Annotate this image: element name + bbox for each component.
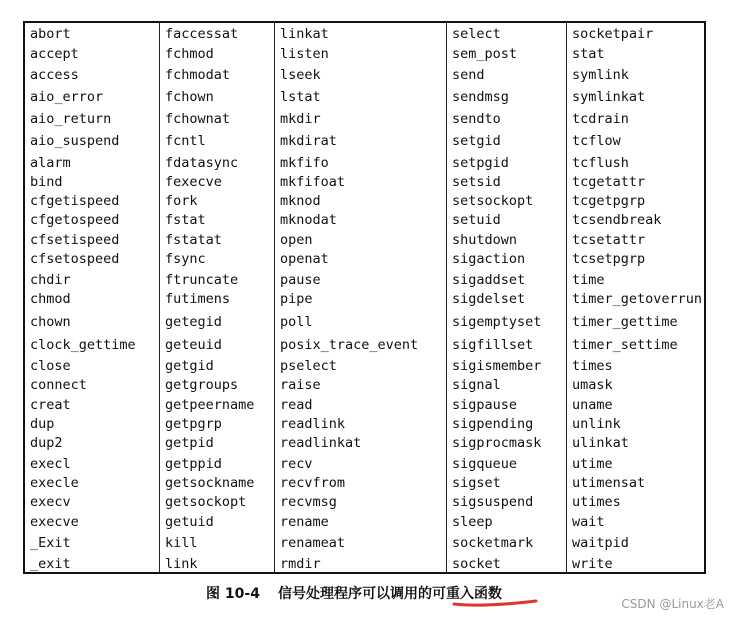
function-name: sigqueue <box>452 456 518 472</box>
function-name: fcntl <box>165 133 206 149</box>
function-name: fexecve <box>165 174 222 190</box>
function-name: chmod <box>30 291 71 307</box>
function-name: symlinkat <box>572 89 646 105</box>
function-name: dup <box>30 416 55 432</box>
function-name: access <box>30 67 79 83</box>
function-name: linkat <box>280 26 329 42</box>
figure-title: 信号处理程序可以调用的可重入函数 <box>277 586 502 602</box>
function-name: times <box>572 358 613 374</box>
function-name: send <box>452 67 485 83</box>
table-column-2 <box>159 23 275 572</box>
function-name: listen <box>280 46 329 62</box>
function-name: faccessat <box>165 26 239 42</box>
function-name: _exit <box>30 556 71 572</box>
function-name: aio_suspend <box>30 133 120 149</box>
function-name: mkfifo <box>280 155 329 171</box>
function-name: recv <box>280 456 313 472</box>
function-name: tcflush <box>572 155 629 171</box>
function-name: clock_gettime <box>30 337 136 353</box>
function-name: sem_post <box>452 46 518 62</box>
function-name: pipe <box>280 291 313 307</box>
function-name: mkfifoat <box>280 174 346 190</box>
function-name: sigemptyset <box>452 314 542 330</box>
function-name: mknod <box>280 193 321 209</box>
function-name: utimensat <box>572 475 646 491</box>
function-name: dup2 <box>30 435 63 451</box>
function-name: unlink <box>572 416 621 432</box>
function-name: pause <box>280 272 321 288</box>
function-name: openat <box>280 251 329 267</box>
table-column-5 <box>566 23 707 572</box>
function-name: time <box>572 272 605 288</box>
function-name: _Exit <box>30 535 71 551</box>
function-name: readlink <box>280 416 346 432</box>
function-name: open <box>280 232 313 248</box>
function-name: fdatasync <box>165 155 239 171</box>
function-name: setsockopt <box>452 193 534 209</box>
figure-number: 图 10-4 <box>206 586 260 602</box>
function-name: getsockopt <box>165 494 247 510</box>
function-name: tcdrain <box>572 111 629 127</box>
function-name: mknodat <box>280 212 337 228</box>
function-name: recvmsg <box>280 494 337 510</box>
function-name: getpid <box>165 435 214 451</box>
function-name: bind <box>30 174 63 190</box>
function-name: fsync <box>165 251 206 267</box>
function-name: getgroups <box>165 377 239 393</box>
function-name: raise <box>280 377 321 393</box>
function-name: socketmark <box>452 535 534 551</box>
function-name: socketpair <box>572 26 654 42</box>
function-name: sendto <box>452 111 501 127</box>
function-name: sigset <box>452 475 501 491</box>
function-name: getegid <box>165 314 222 330</box>
function-name: execve <box>30 514 79 530</box>
function-name: rmdir <box>280 556 321 572</box>
function-name: sigdelset <box>452 291 526 307</box>
function-name: recvfrom <box>280 475 346 491</box>
function-name: execl <box>30 456 71 472</box>
function-name: aio_error <box>30 89 104 105</box>
function-name: umask <box>572 377 613 393</box>
function-name: sigaddset <box>452 272 526 288</box>
table-column-1 <box>25 23 159 572</box>
function-name: ulinkat <box>572 435 629 451</box>
function-name: cfgetospeed <box>30 212 120 228</box>
watermark: CSDN @Linux老A <box>621 597 724 611</box>
function-name: sigprocmask <box>452 435 542 451</box>
function-name: fchmod <box>165 46 214 62</box>
function-name: signal <box>452 377 501 393</box>
function-name: getuid <box>165 514 214 530</box>
function-table <box>23 21 706 574</box>
function-name: stat <box>572 46 605 62</box>
function-name: shutdown <box>452 232 518 248</box>
function-name: fork <box>165 193 198 209</box>
function-name: fstatat <box>165 232 222 248</box>
function-name: alarm <box>30 155 71 171</box>
function-name: chown <box>30 314 71 330</box>
function-name: sigpause <box>452 397 518 413</box>
function-name: execv <box>30 494 71 510</box>
function-name: timer_settime <box>572 337 678 353</box>
function-name: sendmsg <box>452 89 509 105</box>
function-name: write <box>572 556 613 572</box>
function-name: select <box>452 26 501 42</box>
function-name: abort <box>30 26 71 42</box>
function-name: creat <box>30 397 71 413</box>
function-name: setuid <box>452 212 501 228</box>
function-name: kill <box>165 535 198 551</box>
function-name: timer_gettime <box>572 314 678 330</box>
function-name: sigsuspend <box>452 494 534 510</box>
function-name: link <box>165 556 198 572</box>
function-name: posix_trace_event <box>280 337 419 353</box>
function-name: pselect <box>280 358 337 374</box>
function-name: setsid <box>452 174 501 190</box>
function-name: utimes <box>572 494 621 510</box>
function-name: getpeername <box>165 397 255 413</box>
table-column-4 <box>446 23 567 572</box>
function-name: sigismember <box>452 358 542 374</box>
function-name: tcflow <box>572 133 621 149</box>
function-name: timer_getoverrun <box>572 291 703 307</box>
function-name: waitpid <box>572 535 629 551</box>
function-name: cfsetospeed <box>30 251 120 267</box>
function-name: readlinkat <box>280 435 362 451</box>
function-name: tcsetpgrp <box>572 251 646 267</box>
function-name: lseek <box>280 67 321 83</box>
function-name: accept <box>30 46 79 62</box>
function-name: poll <box>280 314 313 330</box>
function-name: wait <box>572 514 605 530</box>
function-name: fchown <box>165 89 214 105</box>
function-name: fchmodat <box>165 67 231 83</box>
function-name: mkdir <box>280 111 321 127</box>
function-name: chdir <box>30 272 71 288</box>
function-name: mkdirat <box>280 133 337 149</box>
function-name: socket <box>452 556 501 572</box>
function-name: symlink <box>572 67 629 83</box>
function-name: getgid <box>165 358 214 374</box>
function-name: getppid <box>165 456 222 472</box>
function-name: tcgetattr <box>572 174 646 190</box>
function-name: setpgid <box>452 155 509 171</box>
function-name: tcsetattr <box>572 232 646 248</box>
function-name: aio_return <box>30 111 112 127</box>
function-name: sigaction <box>452 251 526 267</box>
function-name: fstat <box>165 212 206 228</box>
function-name: rename <box>280 514 329 530</box>
function-name: utime <box>572 456 613 472</box>
function-name: read <box>280 397 313 413</box>
function-name: sleep <box>452 514 493 530</box>
function-name: lstat <box>280 89 321 105</box>
function-name: sigfillset <box>452 337 534 353</box>
function-name: uname <box>572 397 613 413</box>
function-name: geteuid <box>165 337 222 353</box>
function-name: close <box>30 358 71 374</box>
function-name: getpgrp <box>165 416 222 432</box>
function-name: sigpending <box>452 416 534 432</box>
function-name: futimens <box>165 291 231 307</box>
table-column-3 <box>274 23 447 572</box>
function-name: tcsendbreak <box>572 212 662 228</box>
function-name: getsockname <box>165 475 255 491</box>
function-name: cfsetispeed <box>30 232 120 248</box>
function-name: ftruncate <box>165 272 239 288</box>
function-name: connect <box>30 377 87 393</box>
function-name: tcgetpgrp <box>572 193 646 209</box>
highlight-underline <box>452 599 538 607</box>
function-name: cfgetispeed <box>30 193 120 209</box>
function-name: setgid <box>452 133 501 149</box>
function-name: renameat <box>280 535 346 551</box>
function-name: fchownat <box>165 111 231 127</box>
function-name: execle <box>30 475 79 491</box>
